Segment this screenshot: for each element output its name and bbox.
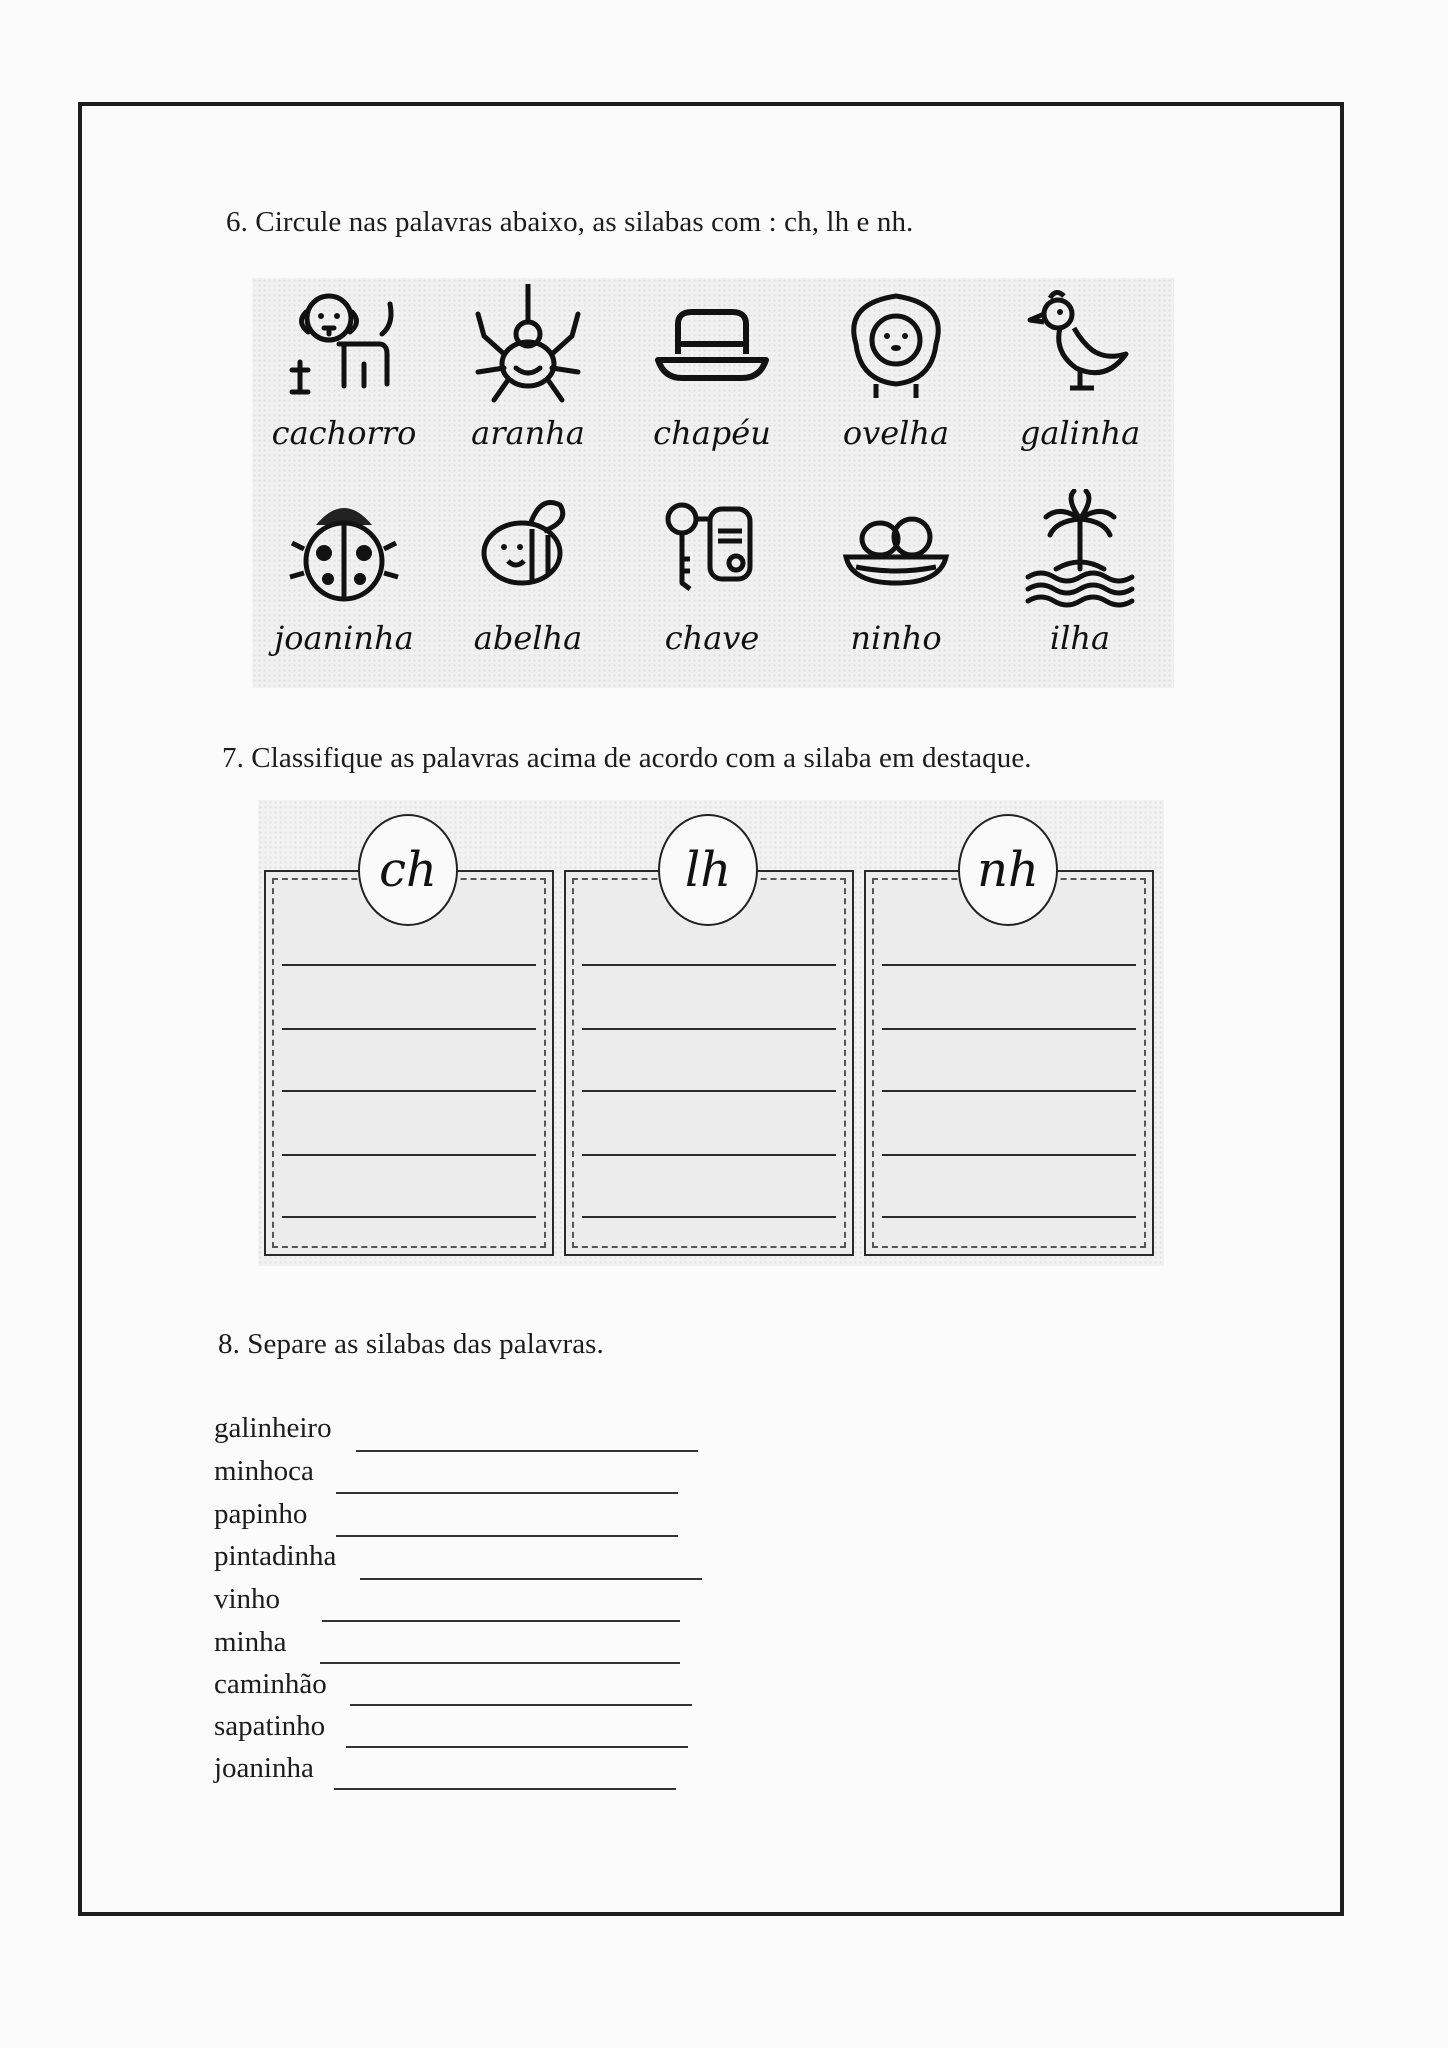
picture-cell: [436, 278, 620, 483]
card-dashed-border: [872, 878, 1146, 1248]
island-icon: [1020, 489, 1140, 609]
word-label: ninho: [850, 619, 942, 657]
syllable-row: [214, 1710, 325, 1746]
word-label: ovelha: [842, 414, 950, 452]
answer-line[interactable]: [282, 1028, 536, 1030]
card-nh: [864, 842, 1154, 1256]
word-label: cachorro: [271, 414, 417, 452]
answer-line[interactable]: [346, 1746, 688, 1748]
answer-line[interactable]: [282, 1090, 536, 1092]
answer-line[interactable]: [882, 1216, 1136, 1218]
keys-icon: [652, 489, 772, 609]
word-to-separate: sapatinho: [214, 1710, 326, 1742]
question-7-title: 7. Classifique as palavras acima de acordo com a silaba em destaque.: [222, 742, 1032, 774]
card-ch: [264, 842, 554, 1256]
word-to-separate: caminhão: [214, 1668, 327, 1700]
answer-line[interactable]: [582, 1028, 836, 1030]
card-lh: [564, 842, 854, 1256]
word-to-separate: galinheiro: [214, 1412, 332, 1444]
answer-line[interactable]: [334, 1788, 676, 1790]
picture-cell: [252, 483, 436, 688]
hen-icon: [1020, 284, 1140, 404]
picture-cell: [804, 483, 988, 688]
card-dashed-border: [572, 878, 846, 1248]
picture-cell: [620, 483, 804, 688]
word-label: chave: [664, 619, 760, 657]
picture-cell: [620, 278, 804, 483]
syllable-row: [214, 1668, 327, 1704]
syllable-badge: [658, 814, 758, 926]
answer-line[interactable]: [582, 1090, 836, 1092]
nest-icon: [836, 489, 956, 609]
word-label: galinha: [1019, 414, 1141, 452]
question-6-title: 6. Circule nas palavras abaixo, as silabas com : ch, lh e nh.: [226, 206, 914, 238]
hat-icon: [652, 284, 772, 404]
answer-line[interactable]: [882, 1090, 1136, 1092]
picture-grid: [252, 278, 1174, 688]
answer-line[interactable]: [582, 964, 836, 966]
picture-cell: [436, 483, 620, 688]
word-to-separate: joaninha: [214, 1752, 314, 1784]
answer-line[interactable]: [882, 1154, 1136, 1156]
syllable-row: [214, 1498, 307, 1534]
dog-icon: [284, 284, 404, 404]
bee-icon: [468, 489, 588, 609]
spider-icon: [468, 284, 588, 404]
word-label: chapéu: [653, 414, 771, 452]
answer-line[interactable]: [882, 964, 1136, 966]
classification-panel: [258, 800, 1164, 1266]
answer-line[interactable]: [582, 1154, 836, 1156]
syllable-badge: [958, 814, 1058, 926]
answer-line[interactable]: [282, 1154, 536, 1156]
answer-line[interactable]: [282, 964, 536, 966]
word-label: joaninha: [274, 619, 414, 657]
answer-line[interactable]: [322, 1620, 680, 1622]
answer-line[interactable]: [336, 1492, 678, 1494]
word-to-separate: vinho: [214, 1583, 281, 1615]
question-8-title: 8. Separe as silabas das palavras.: [218, 1328, 604, 1360]
word-to-separate: minhoca: [214, 1455, 314, 1487]
ladybug-icon: [284, 489, 404, 609]
word-label: abelha: [473, 619, 583, 657]
answer-line[interactable]: [582, 1216, 836, 1218]
word-to-separate: papinho: [214, 1498, 308, 1530]
answer-line[interactable]: [350, 1704, 692, 1706]
answer-line[interactable]: [336, 1535, 678, 1537]
picture-cell: [804, 278, 988, 483]
answer-line[interactable]: [282, 1216, 536, 1218]
answer-line[interactable]: [882, 1028, 1136, 1030]
syllable-row: [214, 1455, 314, 1491]
syllable-label: ch: [379, 842, 437, 898]
word-to-separate: pintadinha: [214, 1540, 337, 1572]
picture-cell: [988, 278, 1172, 483]
answer-line[interactable]: [356, 1450, 698, 1452]
picture-cell: [988, 483, 1172, 688]
syllable-row: [214, 1540, 336, 1576]
word-label: aranha: [471, 414, 585, 452]
syllable-badge: [358, 814, 458, 926]
syllable-label: nh: [977, 842, 1039, 898]
answer-line[interactable]: [320, 1662, 680, 1664]
picture-cell: [252, 278, 436, 483]
sheep-icon: [836, 284, 956, 404]
syllable-row: [214, 1583, 280, 1619]
syllable-row: [214, 1626, 287, 1662]
syllable-row: [214, 1752, 314, 1788]
syllable-label: lh: [684, 842, 732, 898]
card-dashed-border: [272, 878, 546, 1248]
word-label: ilha: [1049, 619, 1111, 657]
word-to-separate: minha: [214, 1626, 287, 1658]
answer-line[interactable]: [360, 1578, 702, 1580]
syllable-row: [214, 1412, 332, 1448]
